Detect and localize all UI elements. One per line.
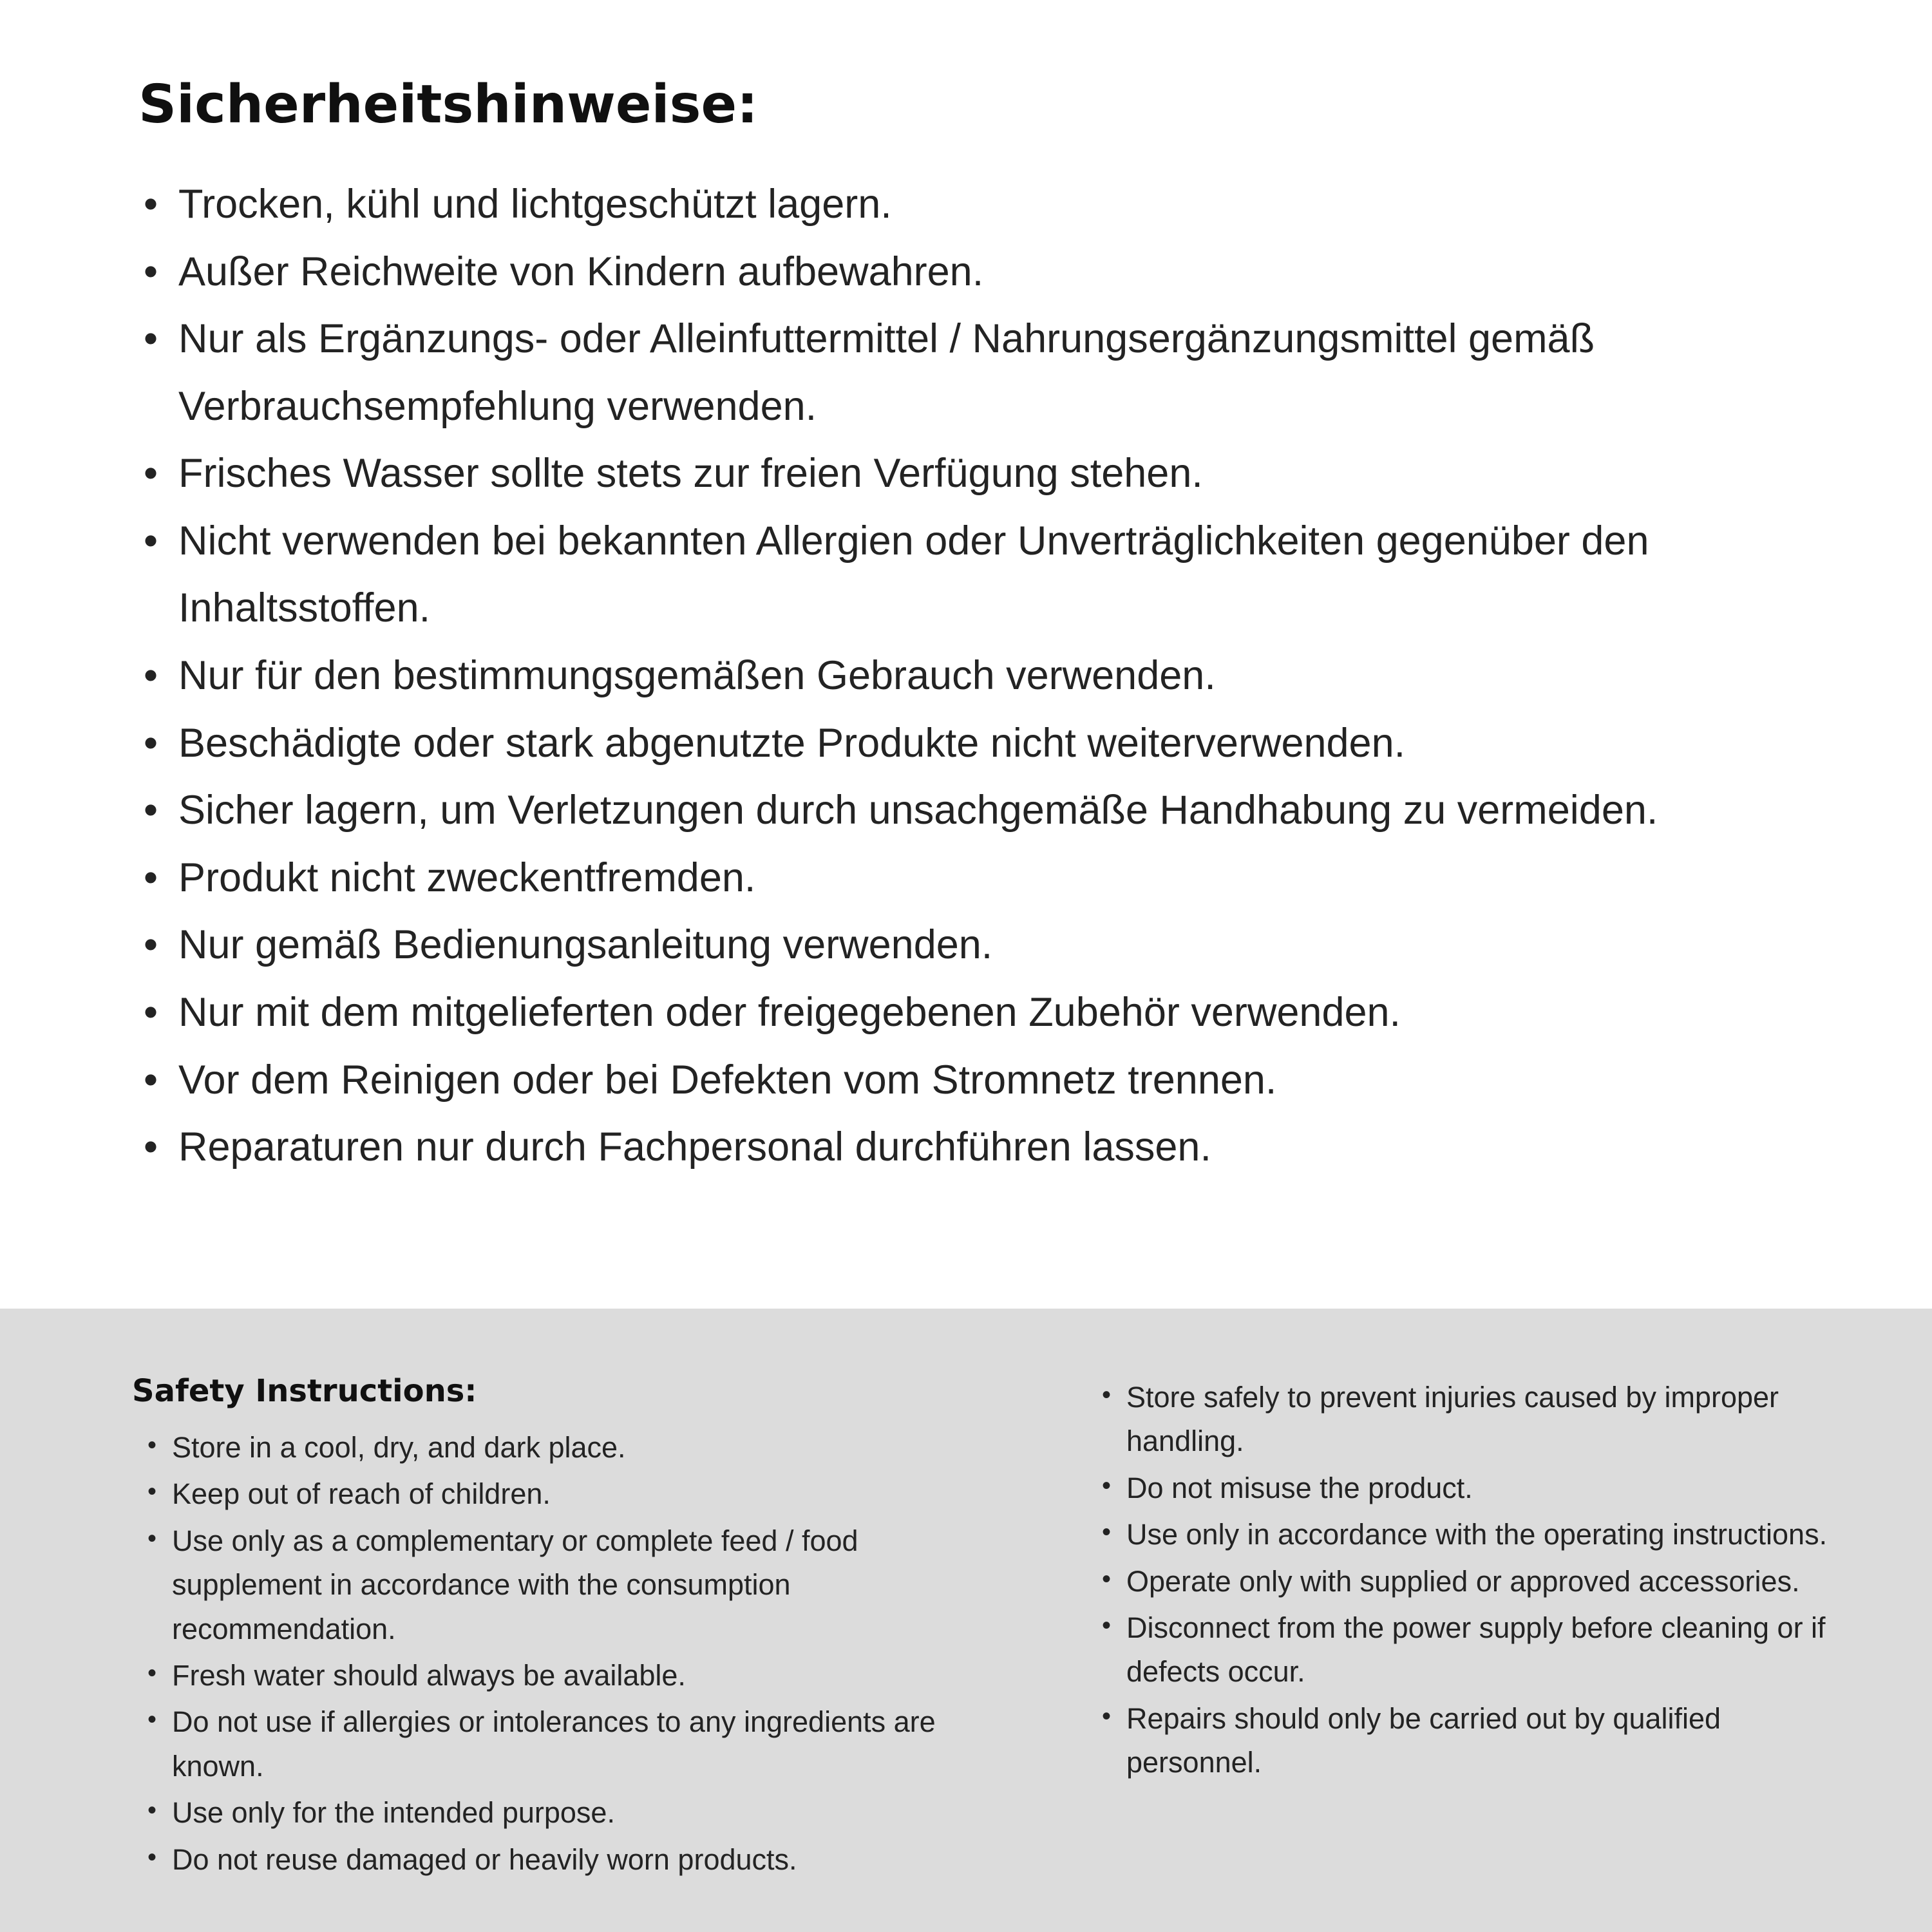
english-item: • Do not reuse damaged or heavily worn products.: [144, 1838, 1008, 1882]
german-heading: Sicherheitshinweise:: [138, 74, 758, 135]
english-item: • Do not use if allergies or intolerances to any ingredients are known.: [144, 1700, 1008, 1788]
german-item: • Reparaturen nur durch Fachpersonal durchführen lassen.: [138, 1113, 1816, 1181]
german-item: • Nur gemäß Bedienungsanleitung verwenden.: [138, 911, 1816, 979]
english-item: • Store in a cool, dry, and dark place.: [144, 1426, 1008, 1470]
english-item: • Fresh water should always be available.: [144, 1654, 1008, 1698]
english-safety-list-right: [1098, 1376, 1848, 1785]
german-item: • Nur als Ergänzungs- oder Alleinfuttermittel / Nahrungsergänzungsmittel gemäß Verbrauchsempfehlung verwenden.: [138, 305, 1816, 440]
german-item: • Nicht verwenden bei bekannten Allergien oder Unverträglichkeiten gegenüber den Inhaltsstoffen.: [138, 507, 1816, 642]
german-item: • Trocken, kühl und lichtgeschützt lagern.: [138, 171, 1816, 238]
english-item: • Do not misuse the product.: [1098, 1466, 1848, 1510]
english-safety-section: [0, 1309, 1932, 1932]
german-item: • Nur für den bestimmungsgemäßen Gebrauch verwenden.: [138, 642, 1816, 710]
english-item: • Store safely to prevent injuries caused by improper handling.: [1098, 1376, 1848, 1464]
german-item: • Vor dem Reinigen oder bei Defekten vom Stromnetz trennen.: [138, 1046, 1816, 1114]
german-safety-list: [138, 171, 1816, 1181]
english-item: • Keep out of reach of children.: [144, 1472, 1008, 1516]
english-heading: Safety Instructions:: [132, 1373, 477, 1409]
english-right-column: [1098, 1373, 1848, 1906]
english-item: • Repairs should only be carried out by qualified personnel.: [1098, 1697, 1848, 1785]
english-item: • Disconnect from the power supply before cleaning or if defects occur.: [1098, 1606, 1848, 1694]
english-item: • Use only in accordance with the operating instructions.: [1098, 1513, 1848, 1557]
german-item: • Frisches Wasser sollte stets zur freien Verfügung stehen.: [138, 440, 1816, 507]
english-left-column: [132, 1373, 1008, 1906]
german-item: • Außer Reichweite von Kindern aufbewahren.: [138, 238, 1816, 306]
english-item: • Operate only with supplied or approved accessories.: [1098, 1560, 1848, 1604]
english-item: • Use only as a complementary or complete feed / food supplement in accordance with the consumption recommendation.: [144, 1519, 1008, 1651]
german-item: • Produkt nicht zweckentfremden.: [138, 844, 1816, 912]
german-item: • Sicher lagern, um Verletzungen durch unsachgemäße Handhabung zu vermeiden.: [138, 777, 1816, 844]
german-item: • Beschädigte oder stark abgenutzte Produkte nicht weiterverwenden.: [138, 710, 1816, 777]
english-item: • Use only for the intended purpose.: [144, 1791, 1008, 1835]
german-item: • Nur mit dem mitgelieferten oder freigegebenen Zubehör verwenden.: [138, 979, 1816, 1046]
english-safety-list-left: [132, 1426, 1008, 1882]
